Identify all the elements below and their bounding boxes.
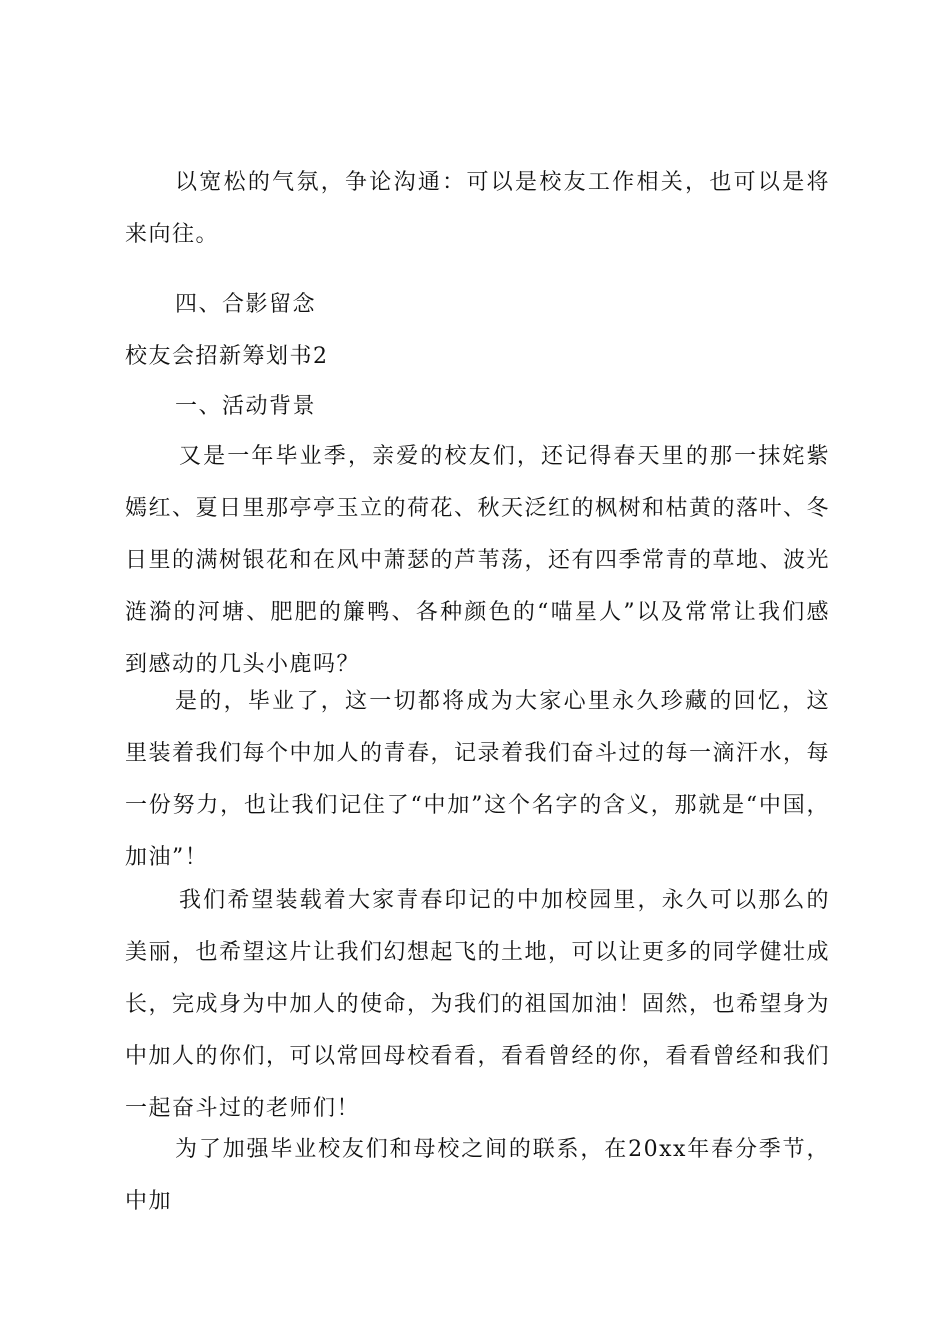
heading-activity-background: 一、活动背景 <box>175 394 317 419</box>
paragraph-discussion: 以宽松的气氛，争论沟通：可以是校友工作相关，也可以是将来向往。 <box>125 170 830 247</box>
document-page <box>125 0 830 1344</box>
paragraph-campus-hopes: 我们希望装载着大家青春印记的中加校园里，永久可以那么的美丽，也希望这片让我们幻想起飞的土地，可以让更多的同学健壮成长，完成身为中加人的使命，为我们的祖国加油！固然，也希望身为中加人的你们，可以常回母校看看，看看曾经的你，看看曾经和我们一起奋斗过的老师们！ <box>125 888 831 1121</box>
heading-group-photo: 四、合影留念 <box>175 292 317 317</box>
paragraph-alumni-connection: 为了加强毕业校友们和母校之间的联系，在20xx年春分季节，中加 <box>125 1137 830 1214</box>
paragraph-graduation-memories: 是的，毕业了，这一切都将成为大家心里永久珍藏的回忆，这里装着我们每个中加人的青春，记录着我们奋斗过的每一滴汗水，每一份努力，也让我们记住了“中加”这个名字的含义，那就是“中国，加油”！ <box>125 689 831 870</box>
paragraph-graduation-season: 又是一年毕业季，亲爱的校友们，还记得春天里的那一抹姹紫嫣红、夏日里那亭亭玉立的荷花、秋天泛红的枫树和枯黄的落叶、冬日里的满树银花和在风中萧瑟的芦苇荡，还有四季常青的草地、波光涟漪的河塘、肥肥的簾鸭、各种颜色的“喵星人”以及常常让我们感到感动的几头小鹿吗？ <box>125 444 831 677</box>
document-title: 校友会招新筹划书2 <box>125 344 329 369</box>
